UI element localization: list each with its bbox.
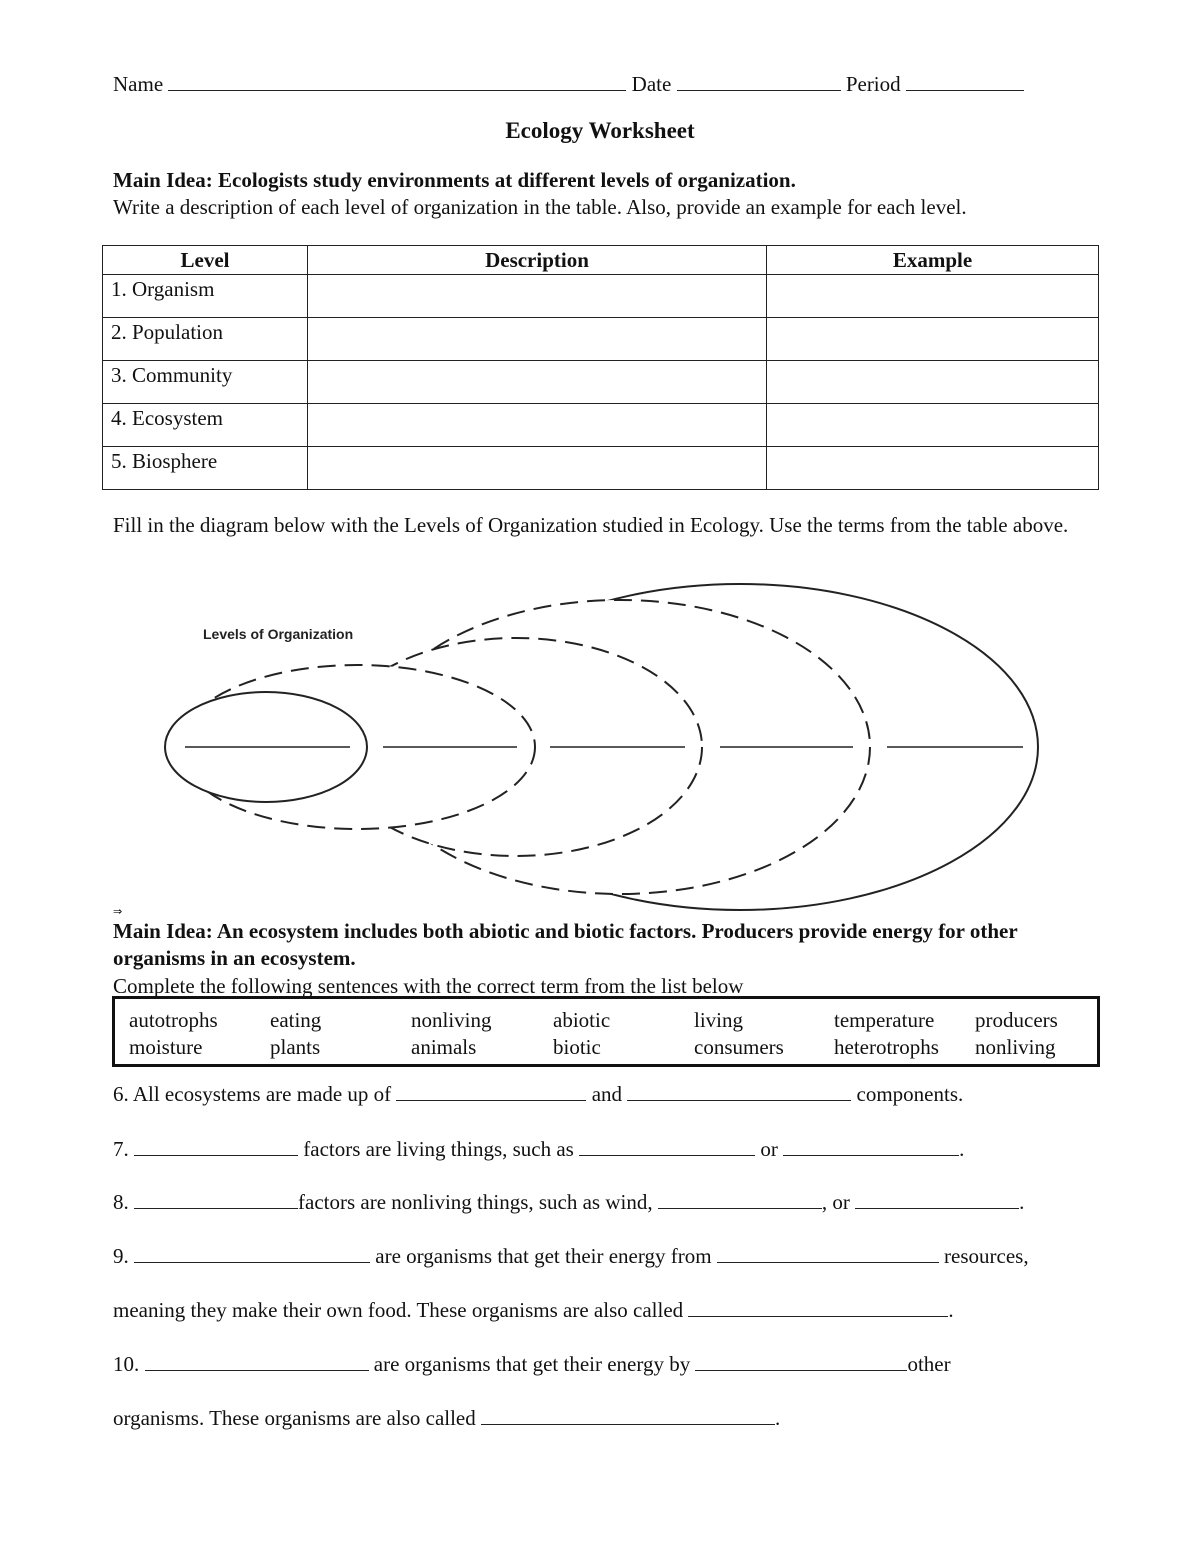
- q7-blank-3[interactable]: [783, 1137, 959, 1156]
- table-row: [103, 275, 1099, 318]
- description-cell[interactable]: [308, 404, 767, 447]
- period-blank[interactable]: [906, 72, 1024, 91]
- period-label: Period: [845, 72, 901, 96]
- q6-blank-1[interactable]: [396, 1082, 586, 1101]
- date-label: Date: [631, 72, 672, 96]
- level-cell: 2. Population: [103, 318, 308, 361]
- example-cell[interactable]: [767, 275, 1099, 318]
- word-bank-term: animals: [411, 1035, 477, 1059]
- question-9-continued: [113, 1298, 954, 1323]
- q7-number: 7.: [113, 1137, 129, 1161]
- table-row: [103, 447, 1099, 490]
- q7-text-d: .: [959, 1137, 965, 1161]
- question-10: [113, 1352, 951, 1377]
- word-bank-term: consumers: [694, 1035, 784, 1059]
- word-bank-term: nonliving: [411, 1008, 492, 1032]
- question-9: [113, 1244, 1029, 1269]
- question-10-continued: [113, 1406, 780, 1431]
- header-example: Example: [767, 246, 1099, 275]
- word-bank-term: producers: [975, 1008, 1058, 1032]
- q9-blank-1[interactable]: [134, 1244, 370, 1263]
- table-row: [103, 404, 1099, 447]
- question-7: [113, 1137, 964, 1162]
- q9-text-c: resources,: [944, 1244, 1029, 1268]
- q6-text-a: 6. All ecosystems are made up of: [113, 1082, 392, 1106]
- q10-text-b: are organisms that get their energy by: [373, 1352, 691, 1376]
- q10-blank-1[interactable]: [145, 1352, 369, 1371]
- q9-blank-3[interactable]: [688, 1298, 948, 1317]
- q6-blank-2[interactable]: [627, 1082, 851, 1101]
- word-bank-term: moisture: [129, 1035, 203, 1059]
- example-cell[interactable]: [767, 318, 1099, 361]
- description-cell[interactable]: [308, 361, 767, 404]
- q7-blank-1[interactable]: [134, 1137, 298, 1156]
- q8-blank-1[interactable]: [134, 1190, 298, 1209]
- table-row: [103, 361, 1099, 404]
- q9b-text-a: meaning they make their own food. These organisms are also called: [113, 1298, 684, 1322]
- word-bank-term: autotrophs: [129, 1008, 218, 1032]
- description-cell[interactable]: [308, 275, 767, 318]
- word-bank: [112, 996, 1100, 1067]
- word-bank-term: biotic: [553, 1035, 601, 1059]
- level-cell: 4. Ecosystem: [103, 404, 308, 447]
- word-bank-term: eating: [270, 1008, 322, 1032]
- q8-blank-3[interactable]: [855, 1190, 1019, 1209]
- page-title: Ecology Worksheet: [505, 118, 695, 143]
- name-label: Name: [113, 72, 164, 96]
- word-bank-term: plants: [270, 1035, 321, 1059]
- q10-number: 10.: [113, 1352, 140, 1376]
- q8-text-c: , or: [821, 1190, 850, 1214]
- q9-blank-2[interactable]: [717, 1244, 939, 1263]
- q10b-text-b: .: [775, 1406, 781, 1430]
- q10-blank-3[interactable]: [481, 1406, 775, 1425]
- word-bank-term: nonliving: [975, 1035, 1056, 1059]
- date-blank[interactable]: [677, 72, 841, 91]
- q9-number: 9.: [113, 1244, 129, 1268]
- example-cell[interactable]: [767, 361, 1099, 404]
- header-description: Description: [308, 246, 767, 275]
- instruction-1: Write a description of each level of organization in the table. Also, provide an example for each level.: [113, 195, 967, 219]
- q6-text-c: components.: [856, 1082, 964, 1106]
- q9-text-b: are organisms that get their energy from: [375, 1244, 712, 1268]
- q7-blank-2[interactable]: [579, 1137, 755, 1156]
- q10-text-c: other: [907, 1352, 951, 1376]
- q8-number: 8.: [113, 1190, 129, 1214]
- word-bank-term: heterotrophs: [834, 1035, 939, 1059]
- q10b-text-a: organisms. These organisms are also called: [113, 1406, 476, 1430]
- header-level: Level: [103, 246, 308, 275]
- level-cell: 3. Community: [103, 361, 308, 404]
- name-blank[interactable]: [168, 72, 626, 91]
- level-cell: 1. Organism: [103, 275, 308, 318]
- q6-text-b: and: [591, 1082, 623, 1106]
- q7-text-b: factors are living things, such as: [303, 1137, 574, 1161]
- levels-diagram: [150, 575, 1050, 920]
- q10-blank-2[interactable]: [695, 1352, 907, 1371]
- table-header-row: [103, 246, 1099, 275]
- level-cell: 5. Biosphere: [103, 447, 308, 490]
- header-line: [113, 72, 1024, 97]
- table-row: [103, 318, 1099, 361]
- question-6: [113, 1082, 963, 1107]
- q8-text-d: .: [1019, 1190, 1025, 1214]
- arrow-icon: ⇒: [113, 905, 123, 918]
- question-8: [113, 1190, 1024, 1215]
- diagram-label: Levels of Organization: [203, 626, 354, 642]
- instruction-3: Complete the following sentences with the correct term from the list below: [113, 974, 744, 998]
- description-cell[interactable]: [308, 447, 767, 490]
- diagram-instruction: Fill in the diagram below with the Levels of Organization studied in Ecology. Use the terms from the table above.: [113, 513, 1069, 537]
- q8-blank-2[interactable]: [658, 1190, 822, 1209]
- word-bank-term: living: [694, 1008, 744, 1032]
- description-cell[interactable]: [308, 318, 767, 361]
- example-cell[interactable]: [767, 404, 1099, 447]
- word-bank-term: abiotic: [553, 1008, 611, 1032]
- q9b-text-b: .: [948, 1298, 954, 1322]
- levels-table: [102, 245, 1099, 490]
- example-cell[interactable]: [767, 447, 1099, 490]
- q7-text-c: or: [760, 1137, 778, 1161]
- word-bank-term: temperature: [834, 1008, 935, 1032]
- main-idea-2: Main Idea: An ecosystem includes both abiotic and biotic factors. Producers provide energy for other organisms in an ecosystem.: [113, 919, 1018, 970]
- main-idea-1: Main Idea: Ecologists study environments at different levels of organization.: [113, 168, 796, 192]
- q8-text-b: factors are nonliving things, such as wind,: [298, 1190, 653, 1214]
